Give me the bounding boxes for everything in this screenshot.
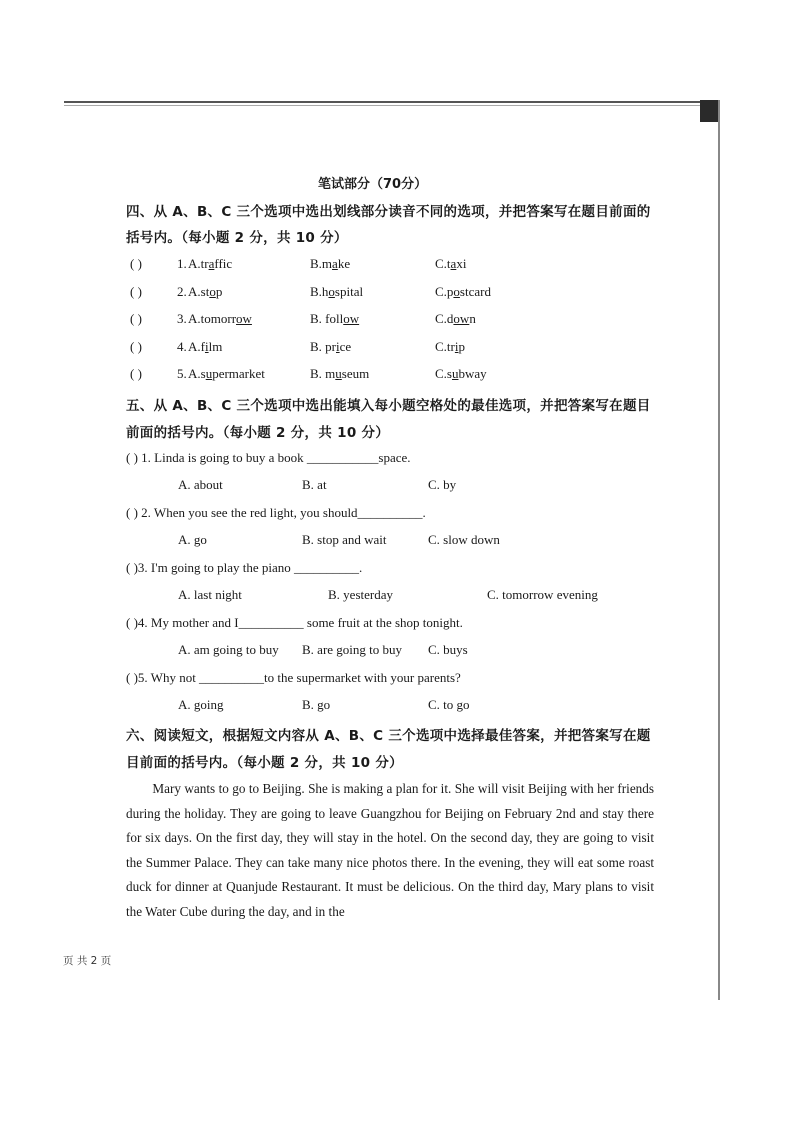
option-a: A.tomorrow xyxy=(188,311,252,326)
option-b: B. price xyxy=(310,339,352,354)
section4-heading-line2: 括号内。（每小题 2 分，共 10 分） xyxy=(126,230,348,246)
option-b: B. at xyxy=(302,477,327,492)
option-b: B.hospital xyxy=(310,284,364,299)
option-a: A.supermarket xyxy=(188,366,265,381)
option-b: B. go xyxy=(302,697,331,712)
option-c: C.trip xyxy=(435,339,465,354)
option-a: A. last night xyxy=(178,587,242,602)
page-title: 笔试部分（70分） xyxy=(318,177,428,192)
option-b: B. museum xyxy=(310,366,370,381)
question-text: ( )3. I'm going to play the piano __________. xyxy=(126,560,363,575)
section4-heading-line1: 四、从 A、B、C 三个选项中选出划线部分读音不同的选项，并把答案写在题目前面的 xyxy=(126,204,651,220)
option-a: A. go xyxy=(178,532,207,547)
option-a: A. going xyxy=(178,697,224,712)
option-c: C. slow down xyxy=(428,532,500,547)
option-a: A. am going to buy xyxy=(178,642,279,657)
question-number: 3. xyxy=(177,311,187,326)
question-text: ( )4. My mother and I__________ some fruit at the shop tonight. xyxy=(126,615,463,630)
passage-text: Mary wants to go to Beijing. She is making a plan for it. She will visit Beijing with her friends during the holiday. They are going to leave Guangzhou for Beijing on February 2nd and stay there for six days. On the first day, they will stay in the hotel. On the second day, they are going to visit the Summer Palace. They can take many nice photos there. In the evening, they will eat some roast duck for dinner at Quanjude Restaurant. It must be delicious. On the third day, Mary plans to visit the Water Cube during the day, and in the xyxy=(126,781,654,919)
option-c: C. tomorrow evening xyxy=(487,587,598,602)
section5-heading-line1: 五、从 A、B、C 三个选项中选出能填入每小题空格处的最佳选项，并把答案写在题目 xyxy=(126,398,651,414)
section5-heading-line2: 前面的括号内。（每小题 2 分，共 10 分） xyxy=(126,425,390,441)
question-number: 1. xyxy=(177,256,187,271)
option-c: C.down xyxy=(435,311,476,326)
page-footer: 页 共 2 页 xyxy=(63,955,112,967)
option-b: B.make xyxy=(310,256,351,271)
answer-bracket: ( ) xyxy=(130,311,142,326)
answer-bracket: ( ) xyxy=(130,256,142,271)
answer-bracket: ( ) xyxy=(130,366,142,381)
question-number: 4. xyxy=(177,339,187,354)
option-b: B. stop and wait xyxy=(302,532,387,547)
option-a: A.film xyxy=(188,339,223,354)
option-c: C.subway xyxy=(435,366,487,381)
question-text: ( )5. Why not __________to the supermarket with your parents? xyxy=(126,670,461,685)
option-c: C.taxi xyxy=(435,256,467,271)
option-c: C.postcard xyxy=(435,284,491,299)
question-number: 5. xyxy=(177,366,187,381)
option-b: B. are going to buy xyxy=(302,642,403,657)
section6-heading-line2: 目前面的括号内。（每小题 2 分，共 10 分） xyxy=(126,755,403,771)
top-border-line-thin xyxy=(64,105,719,106)
option-a: A.traffic xyxy=(188,256,233,271)
option-b: B. follow xyxy=(310,311,360,326)
question-text: ( ) 2. When you see the red light, you should__________. xyxy=(126,505,426,520)
right-border-line xyxy=(718,100,720,1000)
top-border-line xyxy=(64,101,719,103)
option-c: C. buys xyxy=(428,642,468,657)
option-c: C. by xyxy=(428,477,457,492)
reading-passage xyxy=(126,777,654,925)
option-a: A. about xyxy=(178,477,223,492)
answer-bracket: ( ) xyxy=(130,339,142,354)
corner-mark xyxy=(700,100,718,122)
question-number: 2. xyxy=(177,284,187,299)
option-c: C. to go xyxy=(428,697,470,712)
question-text: ( ) 1. Linda is going to buy a book ___________space. xyxy=(126,450,411,465)
option-a: A.stop xyxy=(188,284,223,299)
option-b: B. yesterday xyxy=(328,587,393,602)
answer-bracket: ( ) xyxy=(130,284,142,299)
section6-heading-line1: 六、阅读短文，根据短文内容从 A、B、C 三个选项中选择最佳答案，并把答案写在题 xyxy=(126,728,651,744)
